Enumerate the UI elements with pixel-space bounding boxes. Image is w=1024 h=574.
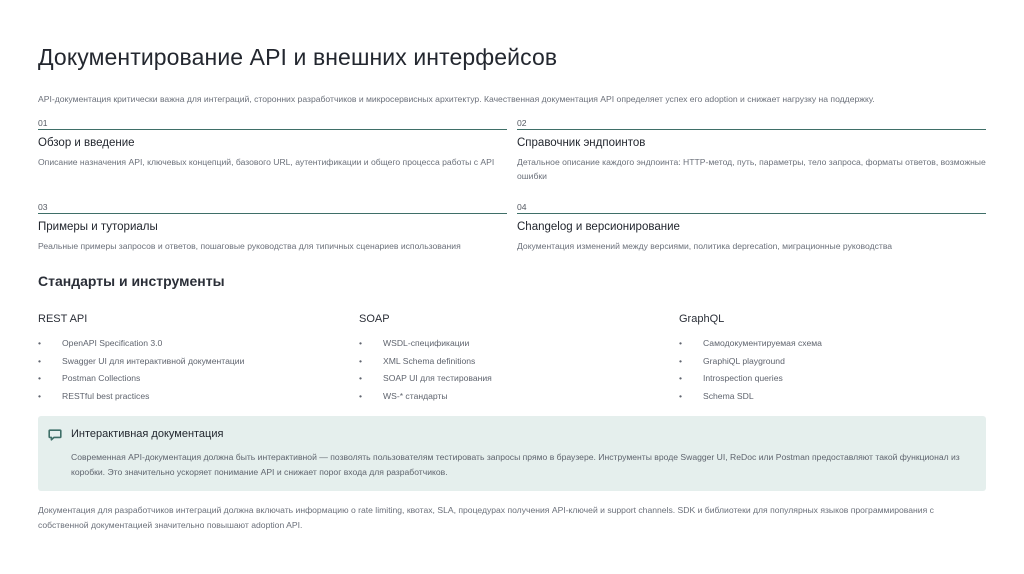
bullet-icon: • [679,373,683,383]
list-item [679,391,979,409]
list-item [679,373,979,391]
card-number: 04 [517,202,527,212]
bullet-icon: • [38,390,42,401]
list-item-text: WS-* стандарты [383,390,448,401]
card-number: 03 [38,202,48,212]
card-description: Реальные примеры запросов и ответов, пошаговые руководства для типичных сценариев использования [38,241,461,251]
card-heading: Changelog и версионирование [517,221,680,233]
list-item [38,338,338,356]
list-item [359,373,659,391]
bullet-icon: • [359,390,363,401]
list-item-text: RESTful best practices [62,390,150,401]
list-item-text: Introspection queries [703,373,783,383]
card-overview [38,118,507,169]
footer-text: Документация для разработчиков интеграций должна включать информацию о rate limiting, квотах, SLA, процедурах получения API-ключей и support channels. SDK и библиотеки для популярных языков программирования с собственной документацией значительно повышают adoption API. [38,505,934,530]
card-description: Документация изменений между версиями, политика deprecation, миграционные руководства [517,241,893,251]
card-heading: Примеры и туториалы [38,221,158,233]
list-item [679,356,979,374]
bullet-list [38,338,338,408]
list-item-text: Swagger UI для интерактивной документации [62,355,245,366]
section-title: Стандарты и инструменты [38,273,225,289]
list-item [359,391,659,409]
bullet-icon: • [38,373,42,383]
card-divider [38,213,507,214]
bullet-icon: • [359,338,363,348]
list-item-text: Schema SDL [703,390,754,401]
callout-title: Интерактивная документация [71,428,224,440]
column-heading: REST API [38,313,88,325]
card-number: 01 [38,118,48,128]
chat-bubble-icon [48,428,62,442]
card-number: 02 [517,118,527,128]
card-heading: Обзор и введение [38,137,135,149]
bullet-icon: • [38,338,42,348]
page-title: Документирование API и внешних интерфейсов [38,44,558,70]
bullet-icon: • [359,355,363,366]
list-item [38,356,338,374]
card-divider [517,129,986,130]
bullet-list [679,338,979,408]
bullet-icon: • [38,355,42,366]
standards-column-rest [38,313,338,408]
bullet-icon: • [679,338,683,348]
card-examples [38,202,507,253]
bullet-icon: • [679,355,683,366]
card-divider [517,213,986,214]
card-divider [38,129,507,130]
list-item [679,338,979,356]
list-item-text: Самодокументируемая схема [703,338,822,348]
list-item [359,356,659,374]
card-changelog [517,202,986,253]
intro-text: API-документация критически важна для интеграций, сторонних разработчиков и микросервисных архитектур. Качественная документация API определяет успех его adoption и снижает нагрузку на поддержку. [38,94,875,104]
list-item-text: GraphiQL playground [703,355,785,366]
card-description: Детальное описание каждого эндпоинта: HTTP-метод, путь, параметры, тело запроса, форматы ответов, возможные ошибки [517,157,986,181]
card-endpoints [517,118,986,183]
list-item [359,338,659,356]
bullet-list [359,338,659,408]
standards-column-soap [359,313,659,408]
list-item-text: OpenAPI Specification 3.0 [62,338,163,348]
bullet-icon: • [679,390,683,401]
list-item [38,391,338,409]
card-heading: Справочник эндпоинтов [517,137,646,149]
column-heading: SOAP [359,313,390,325]
list-item-text: WSDL-спецификации [383,338,470,348]
list-item-text: XML Schema definitions [383,355,476,366]
callout-text: Современная API-документация должна быть интерактивной — позволять пользователям тестировать запросы прямо в браузере. Инструменты вроде Swagger UI, ReDoc или Postman предоставляют такой функционал из коробки. Это значительно ускоряет понимание API и снижает порог входа для разработчиков. [71,452,960,477]
callout-box [38,416,986,491]
standards-column-graphql [679,313,979,408]
list-item [38,373,338,391]
list-item-text: Postman Collections [62,373,141,383]
bullet-icon: • [359,373,363,383]
card-description: Описание назначения API, ключевых концепций, базового URL, аутентификации и общего процесса работы с API [38,157,495,167]
list-item-text: SOAP UI для тестирования [383,373,492,383]
column-heading: GraphQL [679,313,725,325]
